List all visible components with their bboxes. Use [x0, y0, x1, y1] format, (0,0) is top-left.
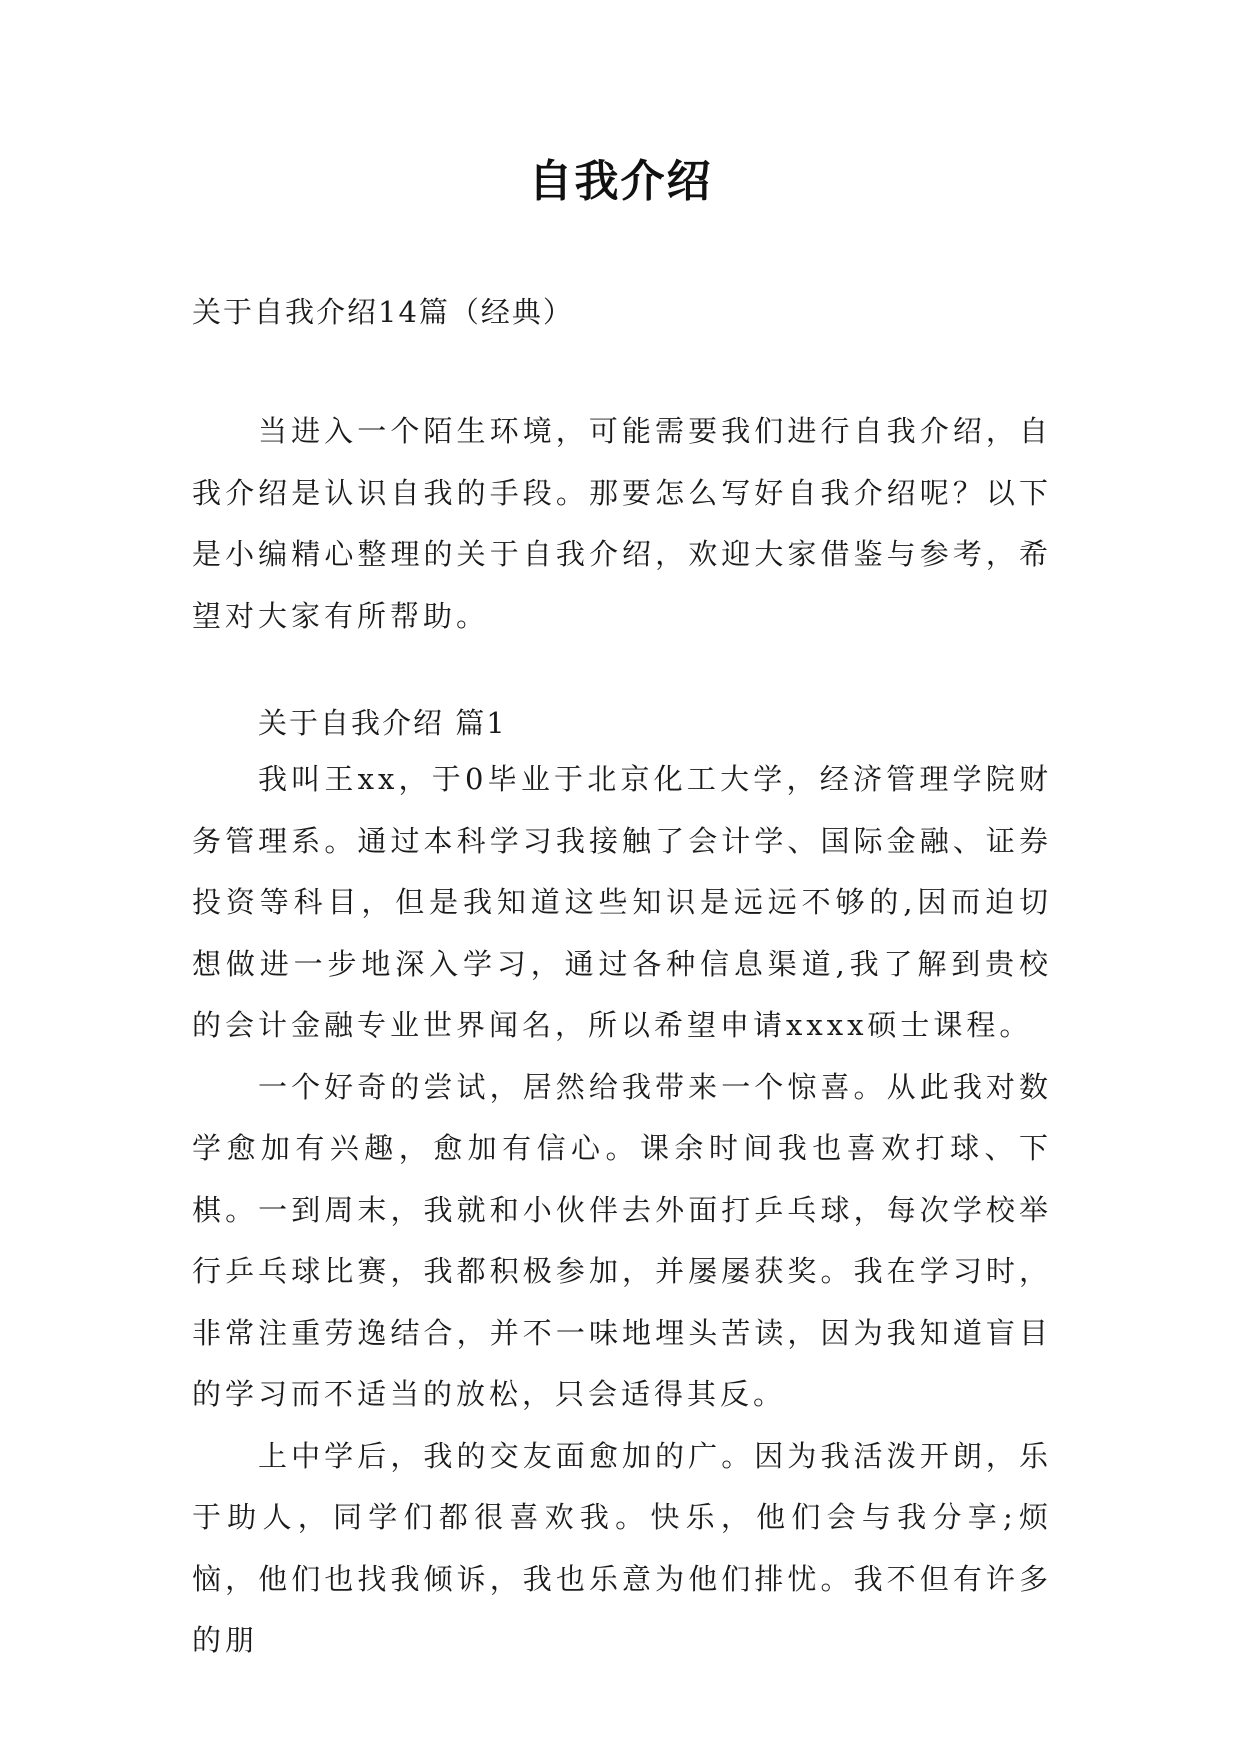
section-paragraph: 一个好奇的尝试，居然给我带来一个惊喜。从此我对数学愈加有兴趣，愈加有信心。课余时间我也喜欢打球、下棋。一到周末，我就和小伙伴去外面打乒乓球，每次学校举行乒乓球比赛，我都积极参加，并屡屡获奖。我在学习时，非常注重劳逸结合，并不一味地埋头苦读，因为我知道盲目的学习而不适当的放松，只会适得其反。	[192, 1069, 1052, 1411]
section-heading: 关于自我介绍 篇1	[258, 706, 507, 740]
document-subtitle: 关于自我介绍14篇（经典）	[192, 295, 574, 329]
section-paragraph: 上中学后，我的交友面愈加的广。因为我活泼开朗，乐于助人，同学们都很喜欢我。快乐，他们会与我分享;烦恼，他们也找我倾诉，我也乐意为他们排忧。我不但有许多的朋	[192, 1438, 1052, 1657]
section-paragraph: 我叫王xx，于0毕业于北京化工大学，经济管理学院财务管理系。通过本科学习我接触了会计学、国际金融、证券投资等科目，但是我知道这些知识是远远不够的,因而迫切想做进一步地深入学习，通过各种信息渠道,我了解到贵校的会计金融专业世界闻名，所以希望申请xxxx硕士课程。	[192, 762, 1052, 1042]
section-body	[192, 749, 1052, 1672]
intro-paragraph: 当进入一个陌生环境，可能需要我们进行自我介绍，自我介绍是认识自我的手段。那要怎么写好自我介绍呢？以下是小编精心整理的关于自我介绍，欢迎大家借鉴与参考，希望对大家有所帮助。	[192, 414, 1052, 633]
document-title: 自我介绍	[528, 156, 713, 207]
